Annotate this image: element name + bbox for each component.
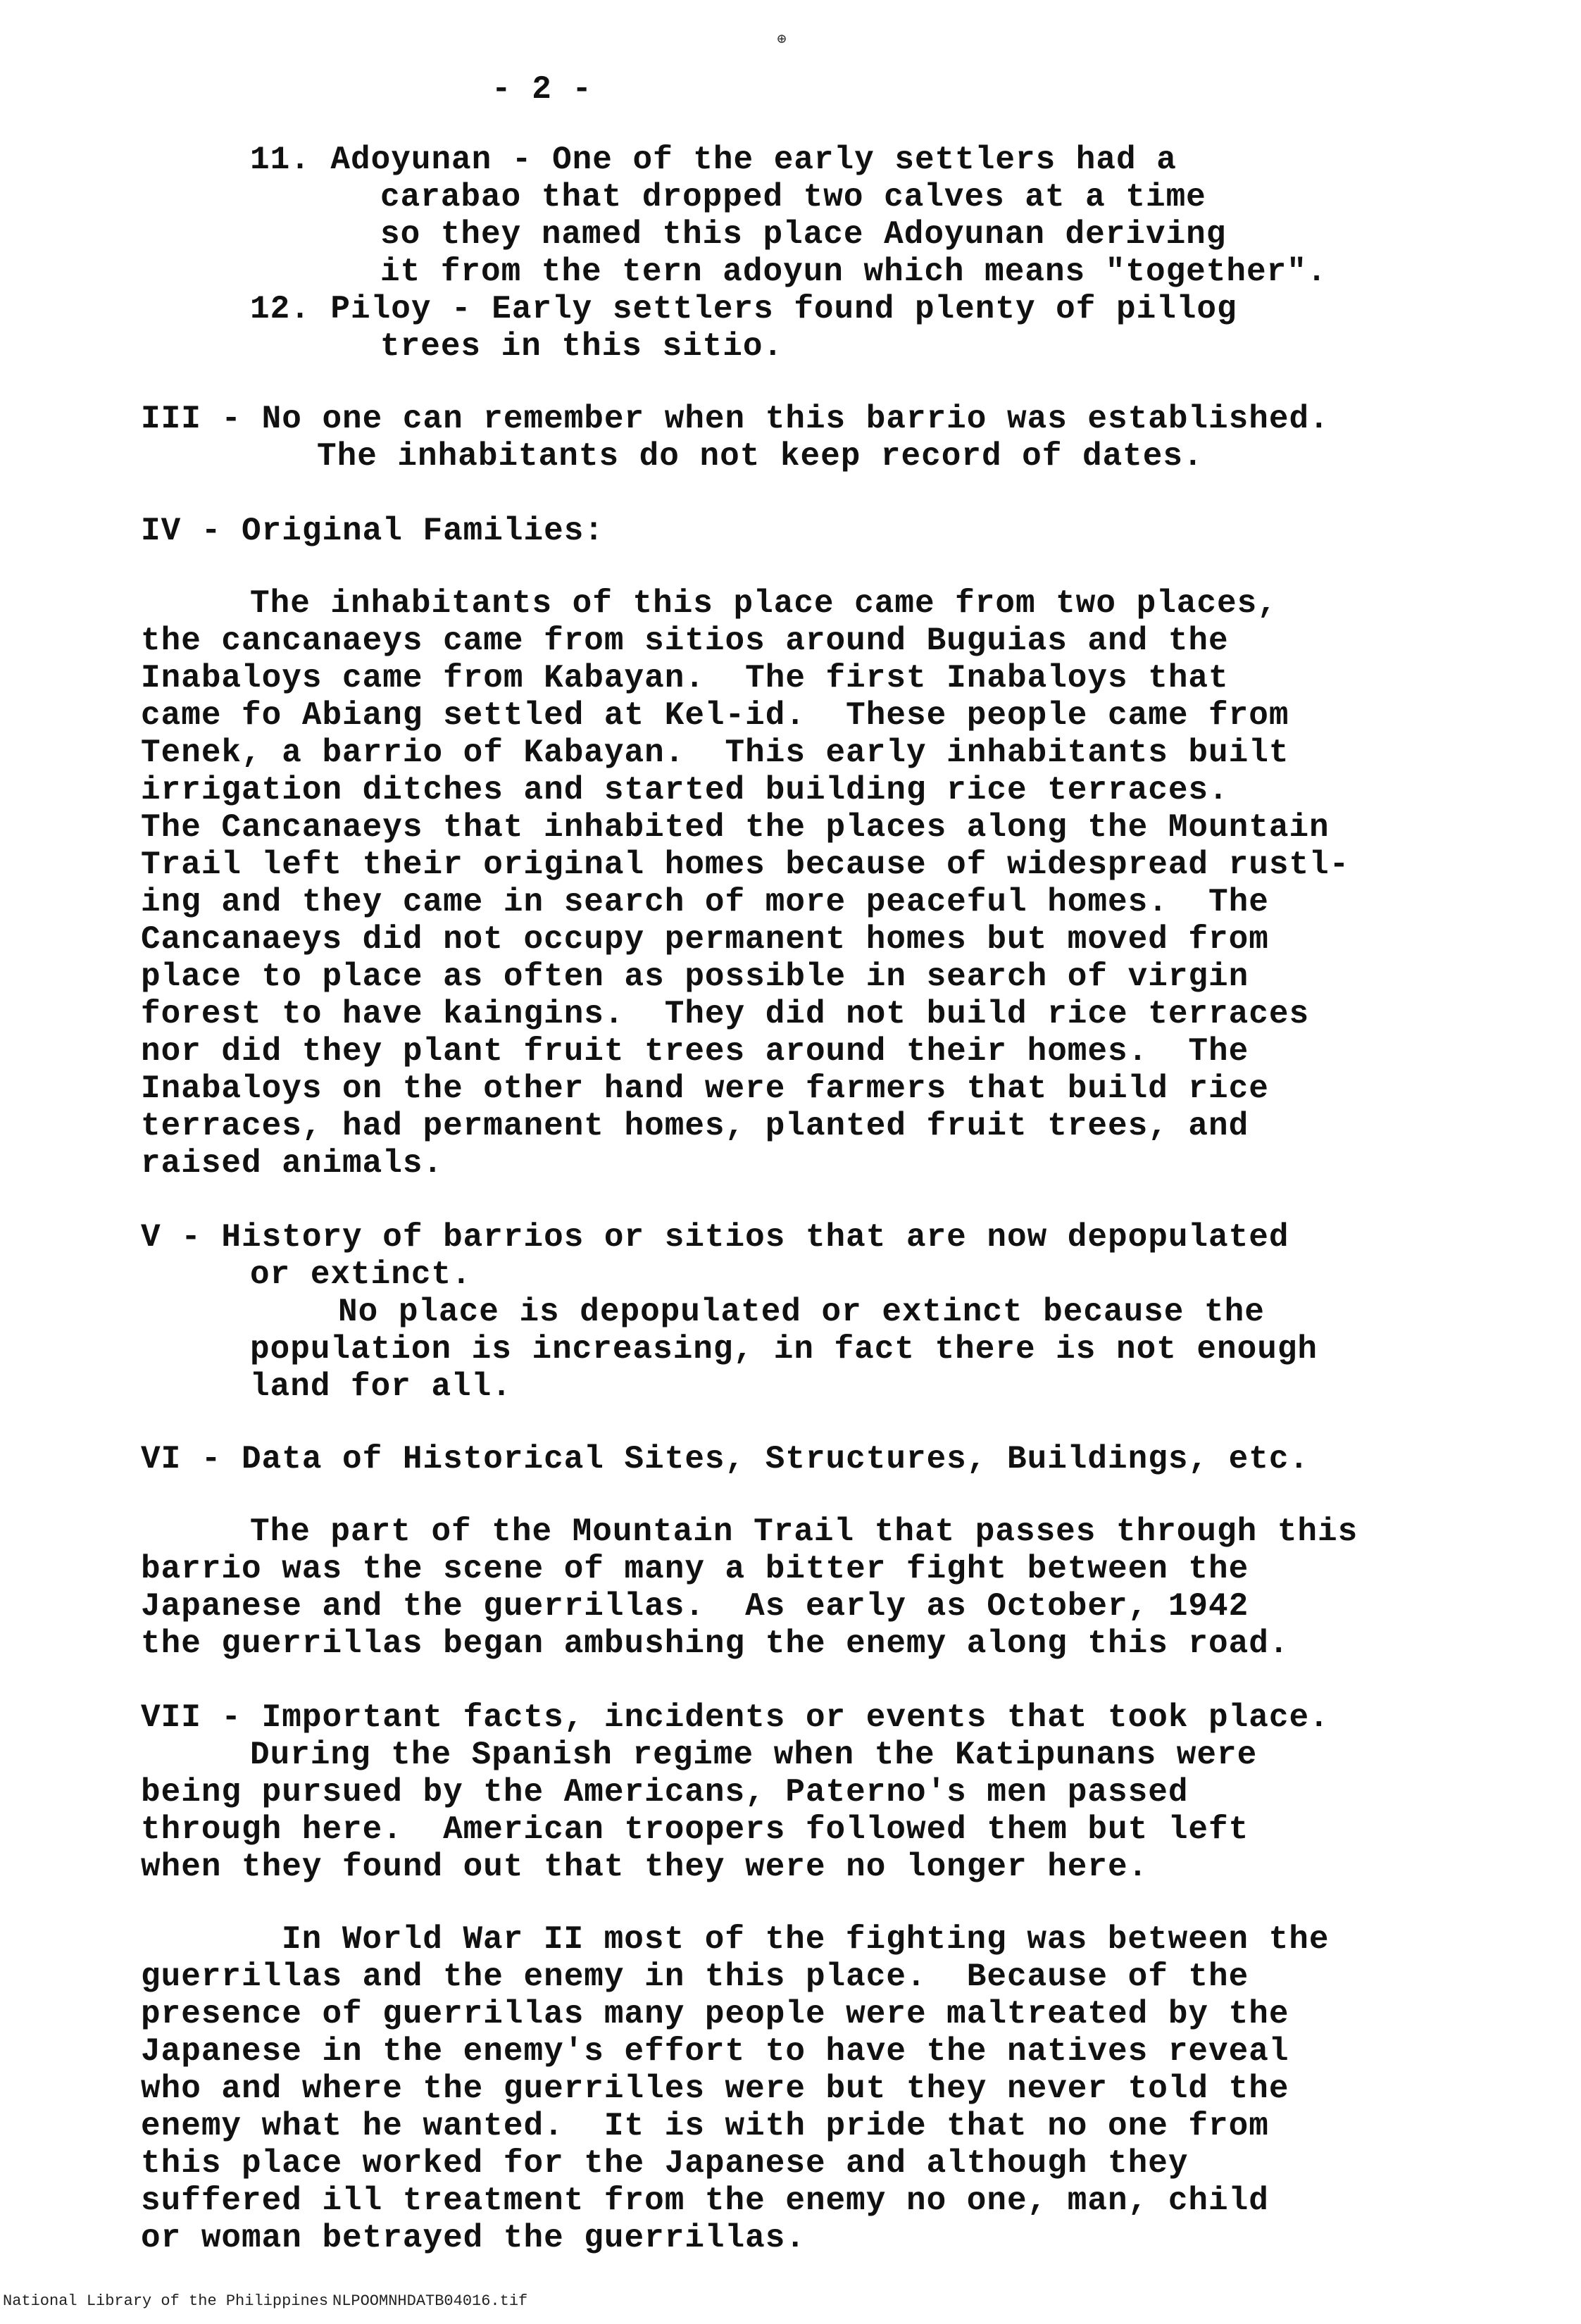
text-line: Cancanaeys did not occupy permanent homes but moved from <box>141 921 1269 958</box>
text-line: enemy what he wanted. It is with pride that no one from <box>141 2108 1269 2144</box>
header-mark: ⊕ <box>777 31 787 49</box>
text-line: trees in this sitio. <box>380 328 784 365</box>
text-line: when they found out that they were no longer here. <box>141 1849 1149 1885</box>
text-line: Tenek, a barrio of Kabayan. This early inhabitants built <box>141 735 1289 771</box>
text-line: land for all. <box>250 1368 512 1405</box>
text-line: guerrillas and the enemy in this place. Because of the <box>141 1958 1249 1995</box>
text-line: forest to have kaingins. They did not build rice terraces <box>141 996 1310 1032</box>
text-line: Trail left their original homes because of widespread rustl- <box>141 846 1350 883</box>
text-line: carabao that dropped two calves at a time <box>380 179 1206 215</box>
text-line: barrio was the scene of many a bitter fight between the <box>141 1551 1249 1587</box>
text-line: In World War II most of the fighting was between the <box>282 1921 1330 1958</box>
text-line: it from the tern adoyun which means "together". <box>380 254 1327 290</box>
text-line: terraces, had permanent homes, planted fruit trees, and <box>141 1108 1249 1144</box>
footer-source: National Library of the Philippines <box>3 2292 329 2310</box>
text-line: The Cancanaeys that inhabited the places along the Mountain <box>141 809 1330 846</box>
footer-filename: NLPOOMNHDATB04016.tif <box>332 2292 528 2310</box>
text-line: III - No one can remember when this barrio was established. <box>141 401 1330 437</box>
text-line: the guerrillas began ambushing the enemy along this road. <box>141 1625 1289 1662</box>
text-line: ing and they came in search of more peaceful homes. The <box>141 884 1269 920</box>
section-heading: VII - Important facts, incidents or events that took place. <box>141 1699 1330 1736</box>
section-heading: VI - Data of Historical Sites, Structures, Buildings, etc. <box>141 1441 1310 1478</box>
text-line: The inhabitants of this place came from two places, <box>250 585 1277 622</box>
text-line: The inhabitants do not keep record of dates. <box>317 438 1204 475</box>
text-line: or woman betrayed the guerrillas. <box>141 2220 806 2256</box>
text-line: Japanese and the guerrillas. As early as October, 1942 <box>141 1588 1249 1625</box>
text-line: came fo Abiang settled at Kel-id. These people came from <box>141 697 1289 734</box>
section-heading: V - History of barrios or sitios that are now depopulated <box>141 1219 1289 1256</box>
text-line: Inabaloys came from Kabayan. The first Inabaloys that <box>141 660 1229 696</box>
text-line: or extinct. <box>250 1256 472 1293</box>
page-number: - 2 - <box>492 71 593 108</box>
text-line: Inabaloys on the other hand were farmers that build rice <box>141 1070 1269 1107</box>
text-line: nor did they plant fruit trees around their homes. The <box>141 1033 1249 1070</box>
text-line: suffered ill treatment from the enemy no one, man, child <box>141 2182 1269 2219</box>
text-line: irrigation ditches and started building rice terraces. <box>141 772 1229 808</box>
text-line: the cancanaeys came from sitios around Buguias and the <box>141 623 1229 659</box>
text-line: Japanese in the enemy's effort to have the natives reveal <box>141 2033 1289 2070</box>
text-line: so they named this place Adoyunan deriving <box>380 216 1227 253</box>
text-line: 11. Adoyunan - One of the early settlers had a <box>250 142 1177 178</box>
text-line: population is increasing, in fact there is not enough <box>250 1331 1318 1368</box>
text-line: this place worked for the Japanese and although they <box>141 2145 1189 2182</box>
text-line: who and where the guerrilles were but they never told the <box>141 2070 1289 2107</box>
section-heading: IV - Original Families: <box>141 513 604 549</box>
text-line: The part of the Mountain Trail that passes through this <box>250 1513 1358 1550</box>
text-line: place to place as often as possible in search of virgin <box>141 958 1249 995</box>
text-line: raised animals. <box>141 1145 444 1182</box>
text-line: 12. Piloy - Early settlers found plenty of pillog <box>250 291 1237 327</box>
text-line: No place is depopulated or extinct because the <box>338 1294 1265 1330</box>
text-line: presence of guerrillas many people were maltreated by the <box>141 1996 1289 2032</box>
text-line: being pursued by the Americans, Paterno's men passed <box>141 1774 1189 1811</box>
text-line: During the Spanish regime when the Katipunans were <box>250 1737 1258 1773</box>
text-line: through here. American troopers followed them but left <box>141 1811 1249 1848</box>
